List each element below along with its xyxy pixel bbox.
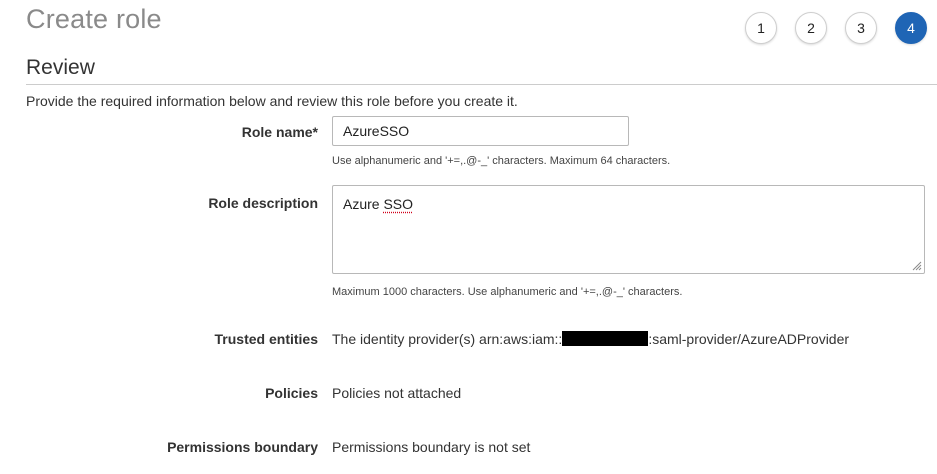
section-divider <box>26 84 937 85</box>
role-description-label: Role description <box>208 195 318 211</box>
resize-handle-icon[interactable] <box>912 261 922 271</box>
trusted-entities-prefix: The identity provider(s) arn:aws:iam:: <box>332 331 563 347</box>
step-1[interactable]: 1 <box>745 12 777 44</box>
role-description-hint: Maximum 1000 characters. Use alphanumeric and '+=,.@-_' characters. <box>332 286 683 298</box>
intro-text: Provide the required information below and review this role before you create it. <box>26 93 518 109</box>
step-4-current[interactable]: 4 <box>895 12 927 44</box>
spellcheck-flagged-word: SSO <box>383 196 414 212</box>
role-name-input[interactable]: AzureSSO <box>332 116 629 146</box>
redacted-account-id <box>562 331 648 346</box>
trusted-entities-value <box>332 331 849 347</box>
step-3[interactable]: 3 <box>845 12 877 44</box>
permissions-boundary-value: Permissions boundary is not set <box>332 439 531 455</box>
step-2[interactable]: 2 <box>795 12 827 44</box>
section-title: Review <box>26 56 95 79</box>
role-description-text: Azure <box>343 196 384 212</box>
permissions-boundary-label: Permissions boundary <box>167 439 318 455</box>
role-description-textarea[interactable] <box>332 185 925 274</box>
policies-value: Policies not attached <box>332 385 462 401</box>
policies-label: Policies <box>265 385 318 401</box>
trusted-entities-suffix: :saml-provider/AzureADProvider <box>648 331 850 347</box>
role-name-label: Role name* <box>241 124 318 140</box>
page-title: Create role <box>26 4 162 34</box>
role-name-hint: Use alphanumeric and '+=,.@-_' characters. Maximum 64 characters. <box>332 155 671 167</box>
trusted-entities-label: Trusted entities <box>214 331 318 347</box>
